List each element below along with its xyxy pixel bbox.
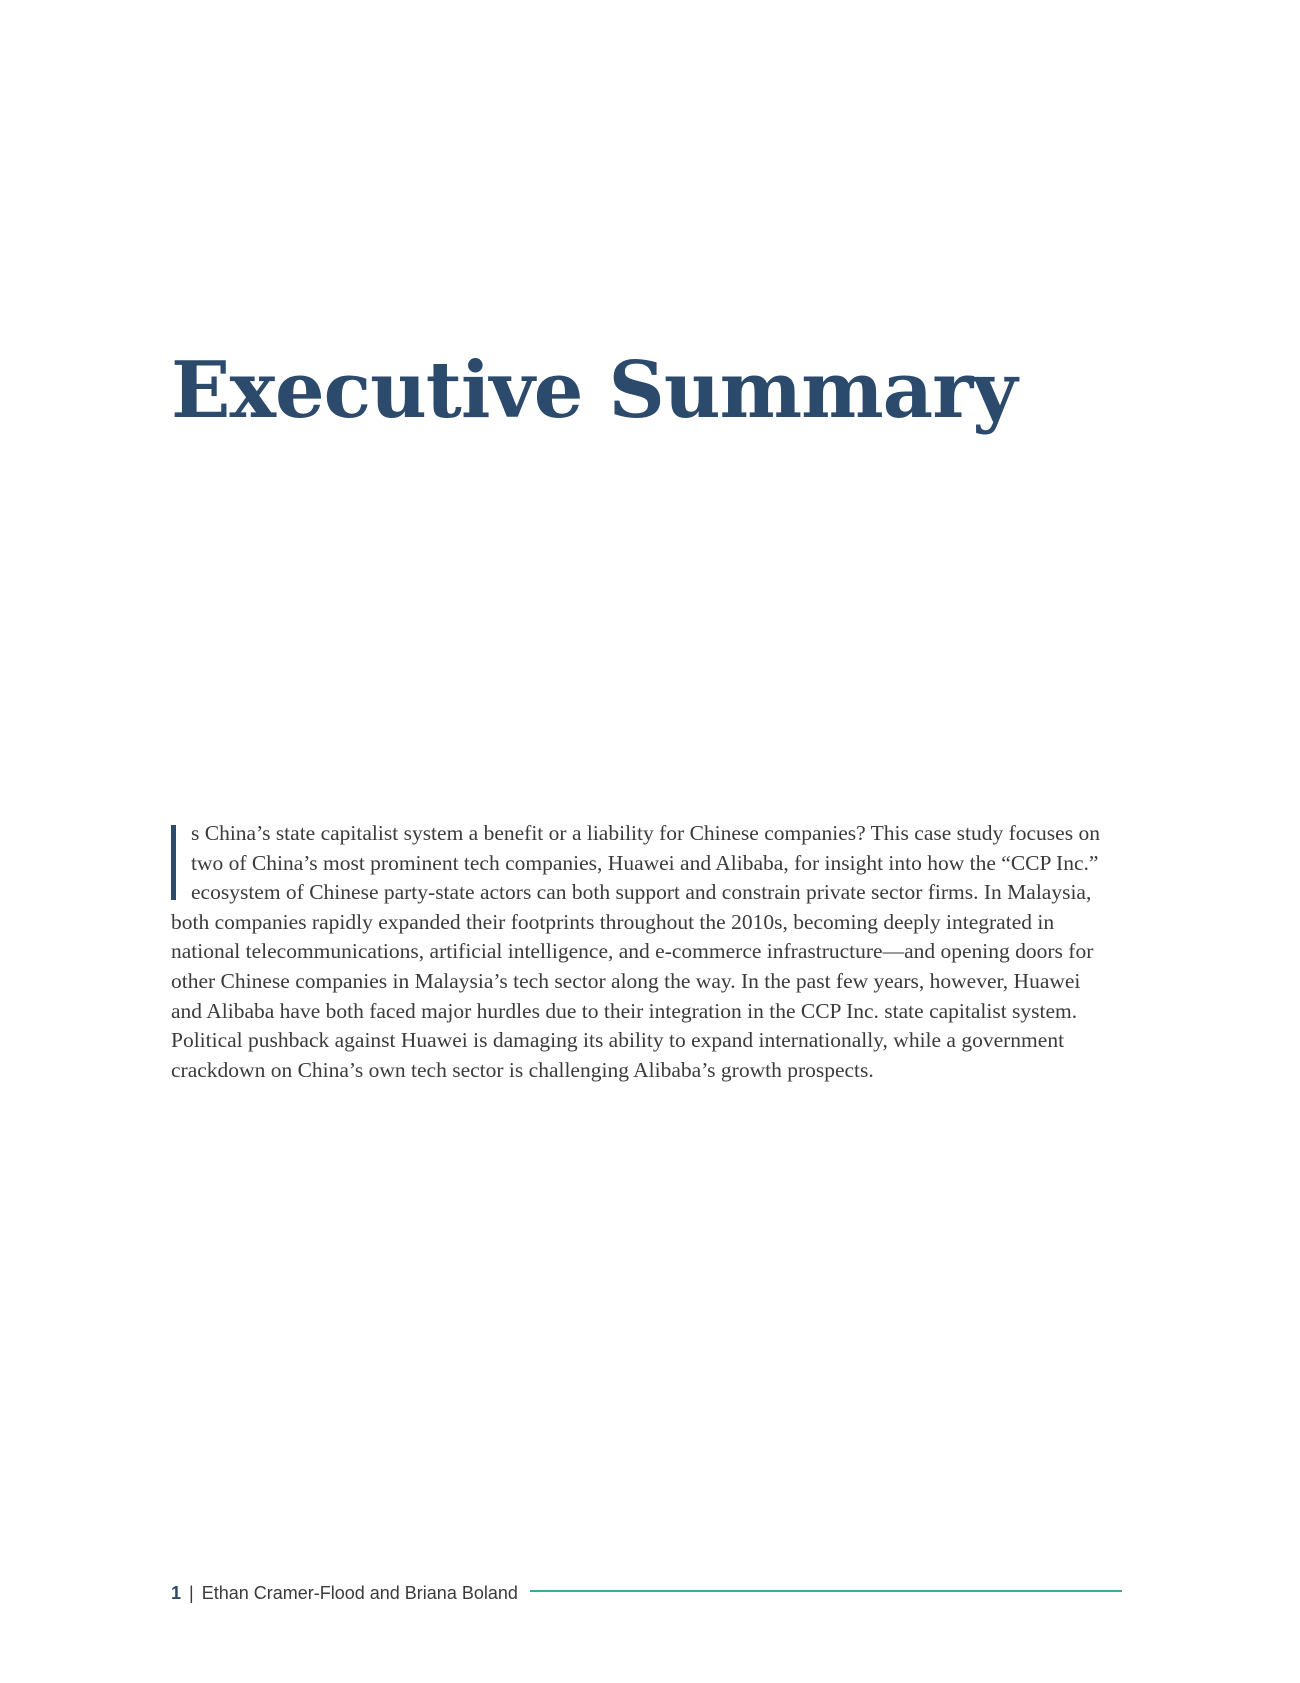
footer-authors: Ethan Cramer-Flood and Briana Boland [201, 1583, 518, 1603]
summary-text: s China’s state capitalist system a benefit or a liability for Chinese companies? This case study focuses on two of China’s most prominent tech companies, Huawei and Alibaba, for insight into how the “CCP Inc.” ecosystem of Chinese party-state actors can both support and constrain private sector firms. In Malaysia, both companies rapidly expanded their footprints throughout the 2010s, becoming deeply integrated in national telecommunications, artificial intelligence, and e-commerce infrastructure—and opening doors for other Chinese companies in Malaysia’s tech sector along the way. In the past few years, however, Huawei and Alibaba have both faced major hurdles due to their integration in the CCP Inc. state capitalist system. Political pushback against Huawei is damaging its ability to expand internationally, while a government crackdown on China’s own tech sector is challenging Alibaba’s growth prospects. [171, 821, 1100, 1082]
drop-cap-bar [171, 825, 176, 900]
page-title: Executive Summary [171, 345, 1017, 436]
summary-paragraph [171, 819, 1103, 1085]
page-footer [171, 1583, 518, 1604]
footer-separator: | [189, 1583, 194, 1603]
footer-rule [530, 1590, 1122, 1592]
page-number: 1 [171, 1583, 182, 1603]
